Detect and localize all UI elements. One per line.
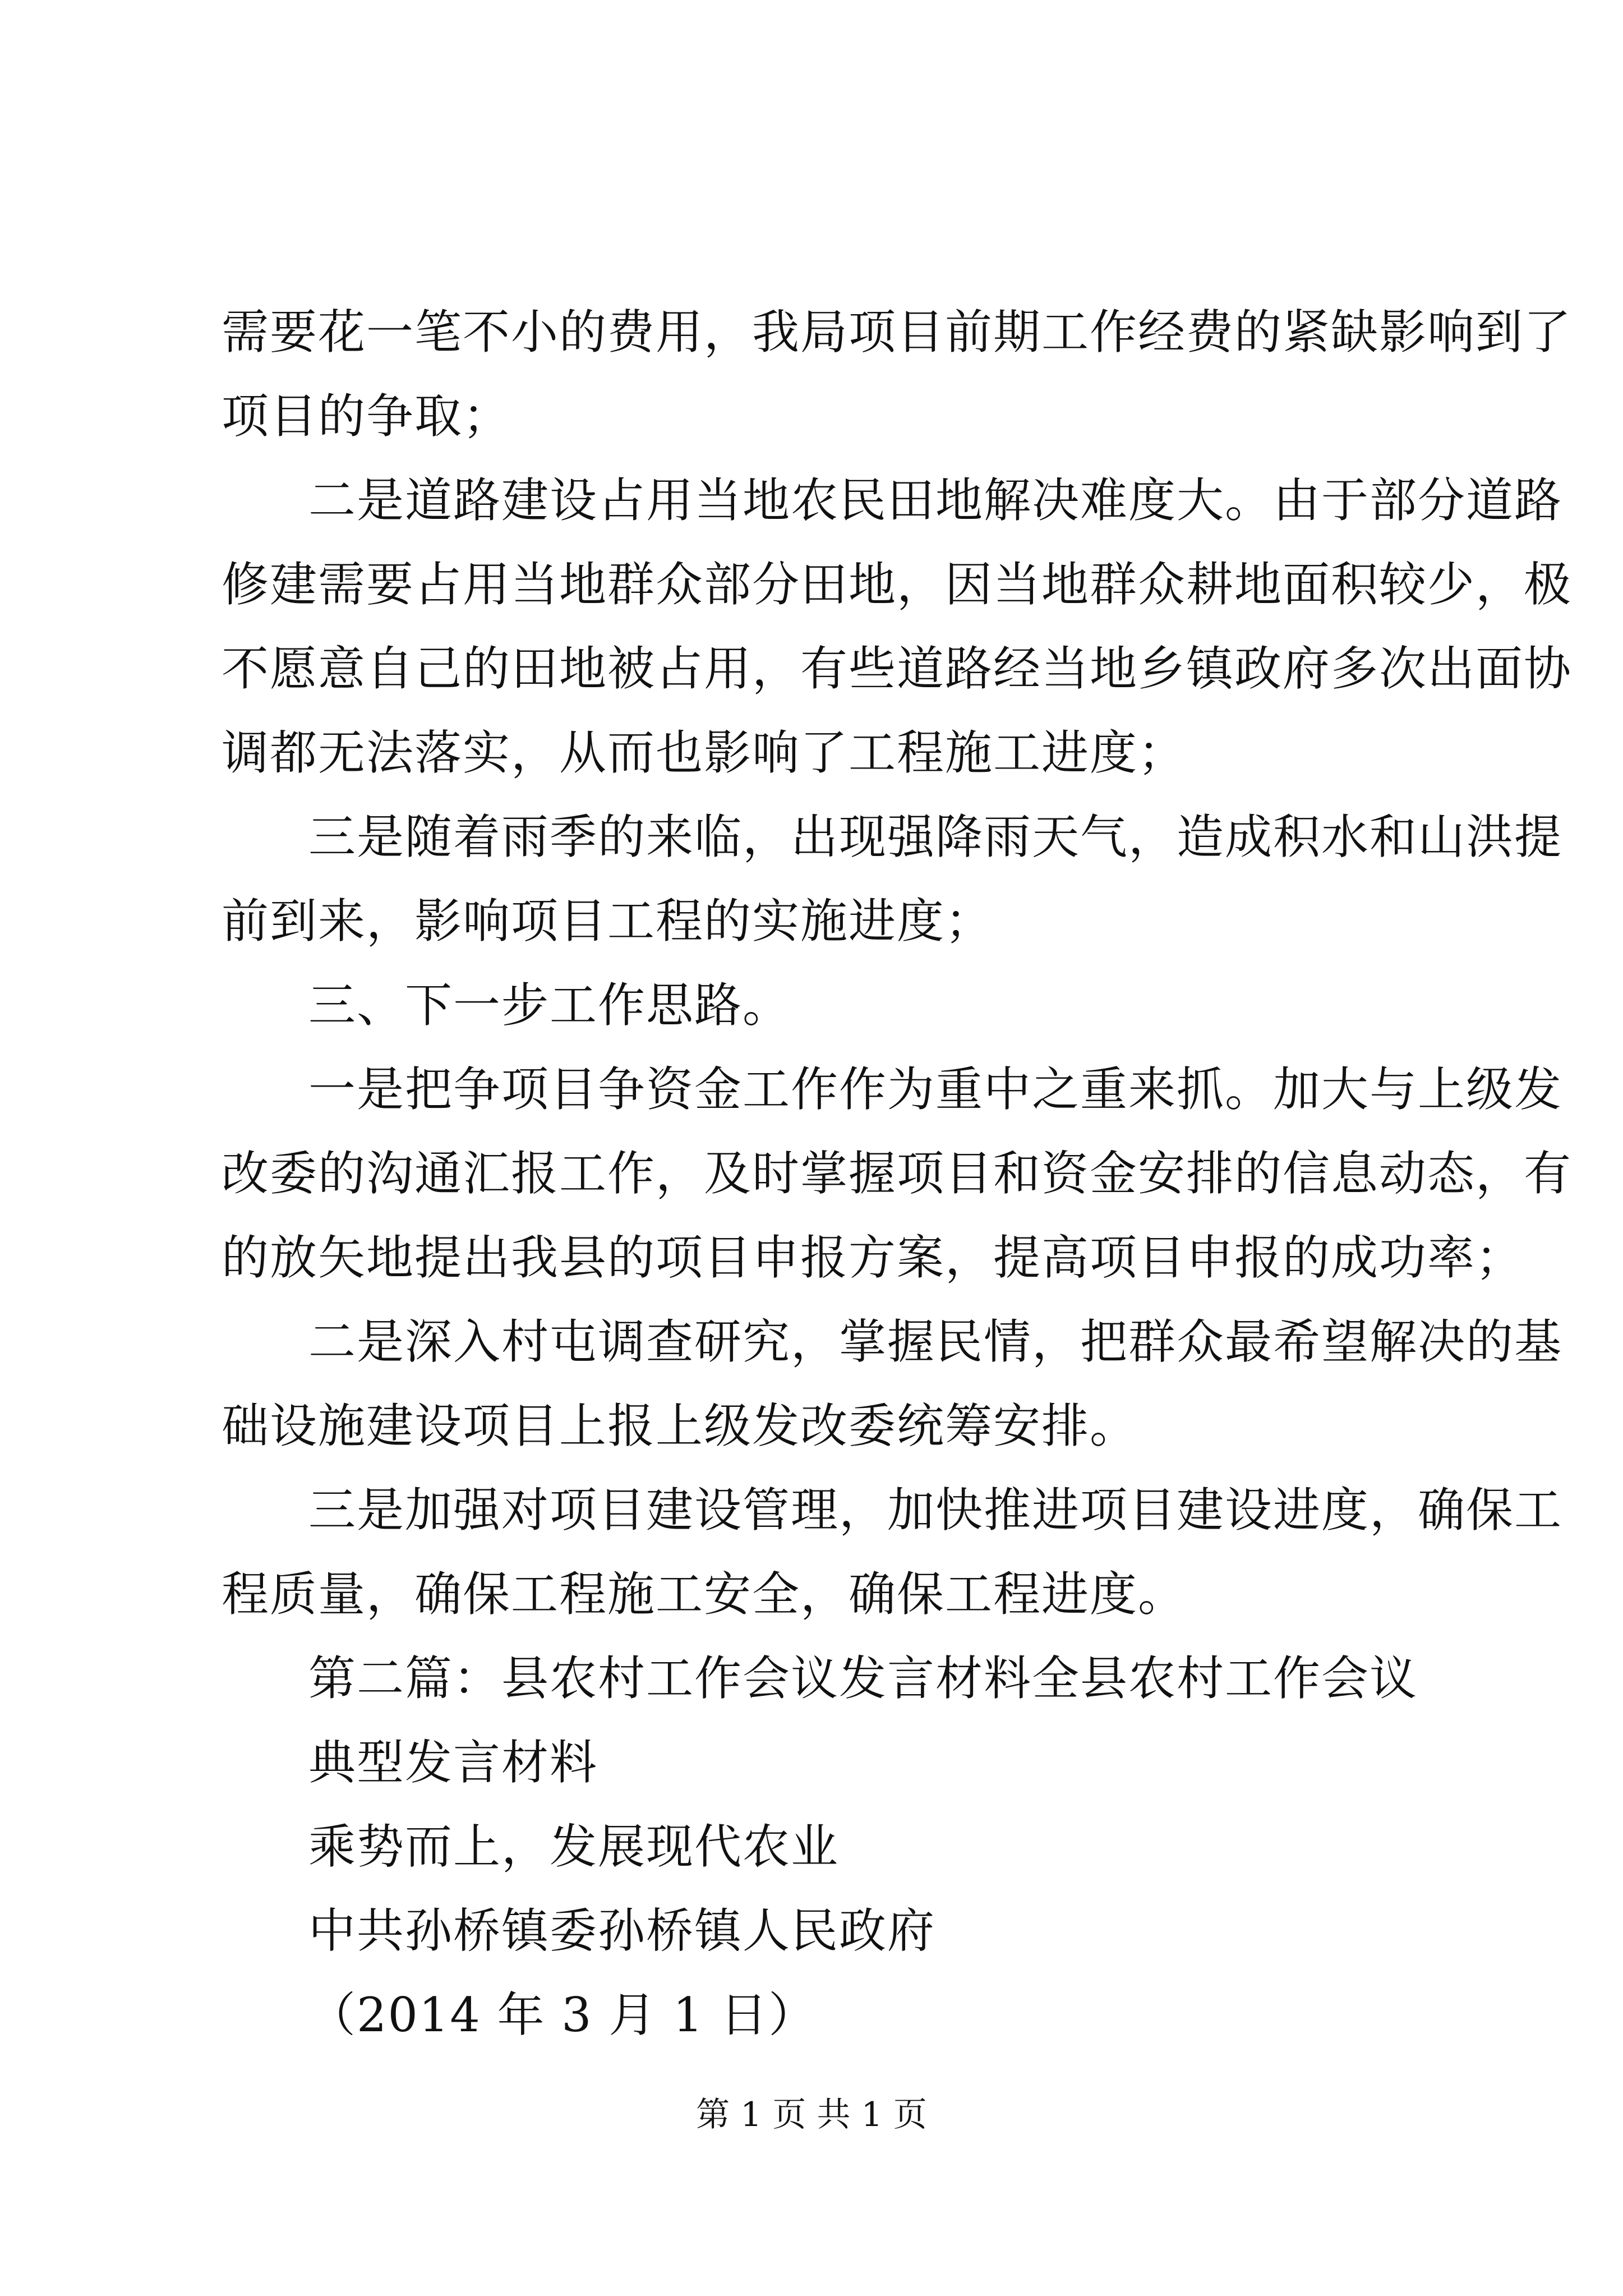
section-heading: 三、下一步工作思路。: [308, 978, 791, 1033]
speech-author: 中共孙桥镇委孙桥镇人民政府: [308, 1903, 936, 1958]
body-line-14: 础设施建设项目上报上级发改委统筹安排。: [222, 1398, 1138, 1453]
body-line-5: 不愿意自己的田地被占用，有些道路经当地乡镇政府多次出面协: [222, 641, 1573, 696]
body-line-8: 前到来，影响项目工程的实施进度；: [222, 894, 994, 949]
second-article-title: 第二篇：县农村工作会议发言材料全县农村工作会议: [308, 1651, 1418, 1706]
body-line-13: 二是深入村屯调查研究，掌握民情，把群众最希望解决的基: [308, 1314, 1563, 1369]
body-line-3: 二是道路建设占用当地农民田地解决难度大。由于部分道路: [308, 473, 1563, 528]
body-line-6: 调都无法落实，从而也影响了工程施工进度；: [222, 725, 1187, 780]
speech-date: （2014 年 3 月 1 日）: [308, 1987, 817, 2042]
speech-title: 乘势而上，发展现代农业: [308, 1819, 840, 1874]
second-article-subtitle: 典型发言材料: [308, 1735, 598, 1790]
body-line-7: 三是随着雨季的来临，出现强降雨天气，造成积水和山洪提: [308, 809, 1563, 864]
body-line-16: 程质量，确保工程施工安全，确保工程进度。: [222, 1567, 1187, 1622]
body-line-11: 改委的沟通汇报工作，及时掌握项目和资金安排的信息动态，有: [222, 1146, 1573, 1201]
body-line-15: 三是加强对项目建设管理，加快推进项目建设进度，确保工: [308, 1483, 1563, 1538]
body-line-12: 的放矢地提出我县的项目申报方案，提高项目申报的成功率；: [222, 1230, 1524, 1285]
page-footer: 第 1 页 共 1 页: [696, 2095, 927, 2134]
body-line-1: 需要花一笔不小的费用，我局项目前期工作经费的紧缺影响到了: [222, 305, 1573, 360]
body-line-4: 修建需要占用当地群众部分田地，因当地群众耕地面积较少，极: [222, 557, 1573, 612]
body-line-2: 项目的争取；: [222, 389, 511, 444]
body-line-10: 一是把争项目争资金工作作为重中之重来抓。加大与上级发: [308, 1062, 1563, 1117]
